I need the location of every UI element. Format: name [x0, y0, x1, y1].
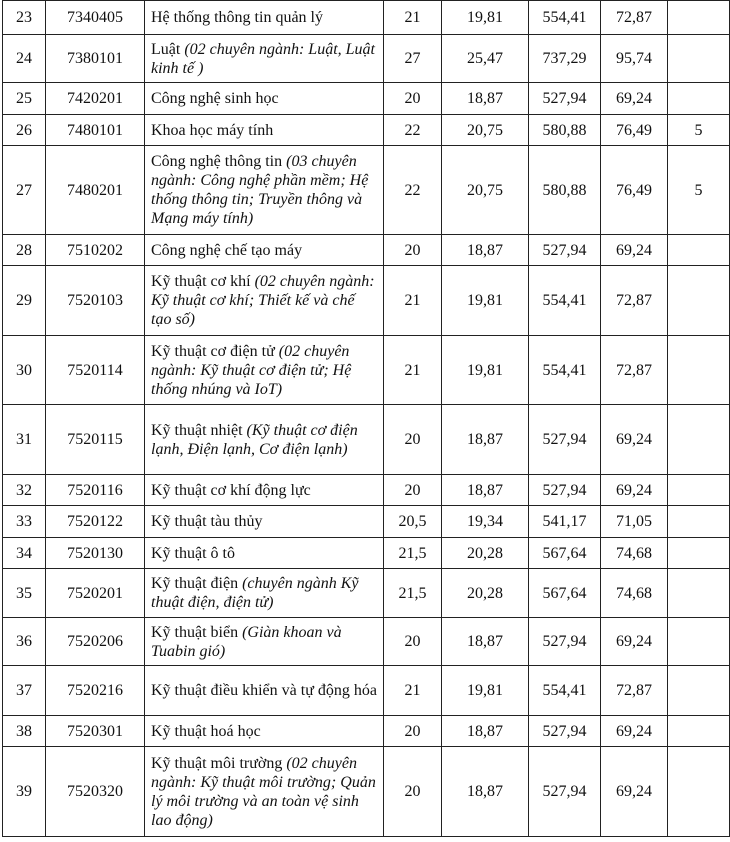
- score-col-5: [668, 235, 730, 266]
- major-name: Kỹ thuật môi trường: [151, 754, 283, 772]
- score-col-2: 20,75: [442, 146, 529, 235]
- row-number: 38: [3, 716, 46, 747]
- major-name-cell: [145, 1, 384, 35]
- score-col-5: 5: [668, 115, 730, 146]
- major-code: 7420201: [46, 83, 145, 115]
- score-col-3: 554,41: [529, 336, 601, 405]
- major-code: 7380101: [46, 35, 145, 83]
- major-name: Công nghệ chế tạo máy: [151, 241, 303, 259]
- major-name: Kỹ thuật điều khiển và tự động hóa: [151, 682, 377, 699]
- score-col-1: 20: [384, 235, 442, 266]
- score-col-2: 18,87: [442, 83, 529, 115]
- score-col-1: 21,5: [384, 569, 442, 618]
- table-row: [3, 336, 730, 405]
- major-code: 7520116: [46, 475, 145, 506]
- major-name-cell: [145, 747, 384, 837]
- score-col-1: 20: [384, 716, 442, 747]
- score-col-3: 737,29: [529, 35, 601, 83]
- score-col-5: [668, 666, 730, 716]
- table-row: [3, 1, 730, 35]
- score-col-4: 69,24: [601, 747, 668, 837]
- score-col-1: 20: [384, 747, 442, 837]
- row-number: 25: [3, 83, 46, 115]
- row-number: 37: [3, 666, 46, 716]
- major-name: Công nghệ sinh học: [151, 90, 279, 107]
- score-col-3: 527,94: [529, 716, 601, 747]
- score-col-5: [668, 506, 730, 538]
- table-row: [3, 83, 730, 115]
- score-col-3: 580,88: [529, 115, 601, 146]
- score-col-2: 19,34: [442, 506, 529, 538]
- score-col-3: 580,88: [529, 146, 601, 235]
- major-name-cell: [145, 716, 384, 747]
- major-name: Kỹ thuật biển: [151, 623, 239, 641]
- score-col-1: 20: [384, 618, 442, 666]
- score-col-4: 72,87: [601, 666, 668, 716]
- score-col-1: 21: [384, 336, 442, 405]
- score-col-3: 541,17: [529, 506, 601, 538]
- major-note: (02 chuyên ngành: Luật, Luật kinh tế ): [151, 40, 375, 77]
- score-col-2: 20,75: [442, 115, 529, 146]
- score-col-2: 19,81: [442, 336, 529, 405]
- row-number: 34: [3, 538, 46, 569]
- major-name: Kỹ thuật điện: [151, 575, 239, 592]
- score-col-4: 71,05: [601, 506, 668, 538]
- score-col-4: 72,87: [601, 336, 668, 405]
- score-col-4: 76,49: [601, 115, 668, 146]
- score-col-4: 95,74: [601, 35, 668, 83]
- score-col-1: 21: [384, 1, 442, 35]
- major-name: Kỹ thuật cơ khí: [151, 273, 251, 290]
- score-col-2: 19,81: [442, 1, 529, 35]
- score-col-2: 18,87: [442, 747, 529, 837]
- major-code: 7520114: [46, 336, 145, 405]
- score-col-4: 76,49: [601, 146, 668, 235]
- major-name: Kỹ thuật cơ điện tử: [151, 342, 275, 360]
- score-col-3: 527,94: [529, 405, 601, 475]
- score-col-2: 25,47: [442, 35, 529, 83]
- major-name-cell: [145, 336, 384, 405]
- score-col-2: 18,87: [442, 475, 529, 506]
- table-row: [3, 115, 730, 146]
- score-col-5: [668, 83, 730, 115]
- table-row: [3, 747, 730, 837]
- row-number: 26: [3, 115, 46, 146]
- table-row: [3, 569, 730, 618]
- score-col-5: [668, 35, 730, 83]
- score-col-5: [668, 747, 730, 837]
- score-col-2: 18,87: [442, 618, 529, 666]
- score-col-1: 20,5: [384, 506, 442, 538]
- row-number: 28: [3, 235, 46, 266]
- major-note: (02 chuyên ngành: Kỹ thuật cơ khí; Thiết kế và chế tạo số): [151, 273, 375, 328]
- score-col-2: 18,87: [442, 235, 529, 266]
- score-col-3: 554,41: [529, 1, 601, 35]
- major-name-cell: [145, 506, 384, 538]
- score-col-5: [668, 405, 730, 475]
- major-name: Luật: [151, 40, 181, 58]
- major-name: Kỹ thuật ô tô: [151, 544, 235, 562]
- major-code: 7520216: [46, 666, 145, 716]
- score-col-1: 20: [384, 475, 442, 506]
- row-number: 31: [3, 405, 46, 475]
- score-col-4: 74,68: [601, 569, 668, 618]
- major-code: 7480201: [46, 146, 145, 235]
- major-note: (Kỹ thuật cơ điện lạnh, Điện lạnh, Cơ điện lạnh): [151, 421, 358, 458]
- major-name: Công nghệ thông tin: [151, 153, 283, 170]
- score-col-1: 21,5: [384, 538, 442, 569]
- major-name: Khoa học máy tính: [151, 121, 274, 139]
- score-col-2: 18,87: [442, 405, 529, 475]
- major-name-cell: [145, 538, 384, 569]
- major-note: (chuyên ngành Kỹ thuật điện, điện tử): [151, 575, 359, 611]
- score-col-4: 69,24: [601, 618, 668, 666]
- score-col-1: 21: [384, 266, 442, 336]
- score-col-5: [668, 716, 730, 747]
- admissions-table: [2, 0, 730, 837]
- major-code: 7520122: [46, 506, 145, 538]
- score-col-3: 527,94: [529, 475, 601, 506]
- score-col-4: 69,24: [601, 716, 668, 747]
- major-note: (02 chuyên ngành: Kỹ thuật cơ điện tử; Hệ thống nhúng và IoT): [151, 342, 352, 398]
- score-col-3: 567,64: [529, 538, 601, 569]
- score-col-4: 69,24: [601, 475, 668, 506]
- score-col-5: [668, 569, 730, 618]
- major-note: (03 chuyên ngành: Công nghệ phần mềm; Hệ thống thông tin; Truyền thông và Mạng máy tính): [151, 153, 369, 227]
- score-col-4: 69,24: [601, 405, 668, 475]
- major-code: 7520206: [46, 618, 145, 666]
- table-row: [3, 235, 730, 266]
- row-number: 30: [3, 336, 46, 405]
- row-number: 23: [3, 1, 46, 35]
- table-row: [3, 618, 730, 666]
- major-name: Hệ thống thông tin quản lý: [151, 9, 323, 26]
- row-number: 29: [3, 266, 46, 336]
- row-number: 24: [3, 35, 46, 83]
- major-name: Kỹ thuật cơ khí động lực: [151, 481, 311, 499]
- major-name: Kỹ thuật nhiệt: [151, 421, 243, 439]
- major-code: 7510202: [46, 235, 145, 266]
- score-col-2: 20,28: [442, 569, 529, 618]
- major-note: (02 chuyên ngành: Kỹ thuật môi trường; Quản lý môi trường và an toàn vệ sinh lao động): [151, 754, 376, 829]
- row-number: 39: [3, 747, 46, 837]
- score-col-5: [668, 475, 730, 506]
- score-col-2: 19,81: [442, 666, 529, 716]
- row-number: 33: [3, 506, 46, 538]
- major-code: 7520320: [46, 747, 145, 837]
- major-name: Kỹ thuật tàu thủy: [151, 513, 263, 530]
- score-col-4: 72,87: [601, 1, 668, 35]
- major-code: 7520201: [46, 569, 145, 618]
- score-col-1: 20: [384, 83, 442, 115]
- table-row: [3, 475, 730, 506]
- major-code: 7480101: [46, 115, 145, 146]
- table-row: [3, 506, 730, 538]
- score-col-2: 20,28: [442, 538, 529, 569]
- row-number: 32: [3, 475, 46, 506]
- score-col-5: 5: [668, 146, 730, 235]
- major-note: (Giàn khoan và Tuabin gió): [151, 623, 342, 660]
- major-name-cell: [145, 235, 384, 266]
- major-name-cell: [145, 618, 384, 666]
- score-col-1: 21: [384, 666, 442, 716]
- score-col-5: [668, 266, 730, 336]
- table-row: [3, 666, 730, 716]
- score-col-1: 20: [384, 405, 442, 475]
- table-row: [3, 538, 730, 569]
- major-name-cell: [145, 475, 384, 506]
- score-col-2: 19,81: [442, 266, 529, 336]
- row-number: 35: [3, 569, 46, 618]
- score-col-3: 554,41: [529, 666, 601, 716]
- table-row: [3, 405, 730, 475]
- major-code: 7520130: [46, 538, 145, 569]
- score-col-4: 69,24: [601, 235, 668, 266]
- score-col-3: 527,94: [529, 235, 601, 266]
- score-col-1: 27: [384, 35, 442, 83]
- score-col-4: 72,87: [601, 266, 668, 336]
- major-code: 7520103: [46, 266, 145, 336]
- major-name-cell: [145, 146, 384, 235]
- major-name-cell: [145, 83, 384, 115]
- major-name-cell: [145, 666, 384, 716]
- major-name-cell: [145, 35, 384, 83]
- major-name-cell: [145, 405, 384, 475]
- score-col-5: [668, 538, 730, 569]
- score-col-3: 554,41: [529, 266, 601, 336]
- score-col-4: 74,68: [601, 538, 668, 569]
- score-col-5: [668, 336, 730, 405]
- table-body: [3, 1, 730, 837]
- score-col-4: 69,24: [601, 83, 668, 115]
- score-col-3: 567,64: [529, 569, 601, 618]
- table-row: [3, 146, 730, 235]
- score-col-3: 527,94: [529, 83, 601, 115]
- score-col-5: [668, 618, 730, 666]
- score-col-3: 527,94: [529, 747, 601, 837]
- major-name-cell: [145, 115, 384, 146]
- major-code: 7520301: [46, 716, 145, 747]
- major-code: 7520115: [46, 405, 145, 475]
- table-row: [3, 266, 730, 336]
- score-col-1: 22: [384, 146, 442, 235]
- score-col-5: [668, 1, 730, 35]
- major-code: 7340405: [46, 1, 145, 35]
- table-row: [3, 716, 730, 747]
- table-row: [3, 35, 730, 83]
- row-number: 27: [3, 146, 46, 235]
- major-name-cell: [145, 266, 384, 336]
- score-col-1: 22: [384, 115, 442, 146]
- score-col-2: 18,87: [442, 716, 529, 747]
- major-name-cell: [145, 569, 384, 618]
- major-name: Kỹ thuật hoá học: [151, 722, 261, 740]
- row-number: 36: [3, 618, 46, 666]
- score-col-3: 527,94: [529, 618, 601, 666]
